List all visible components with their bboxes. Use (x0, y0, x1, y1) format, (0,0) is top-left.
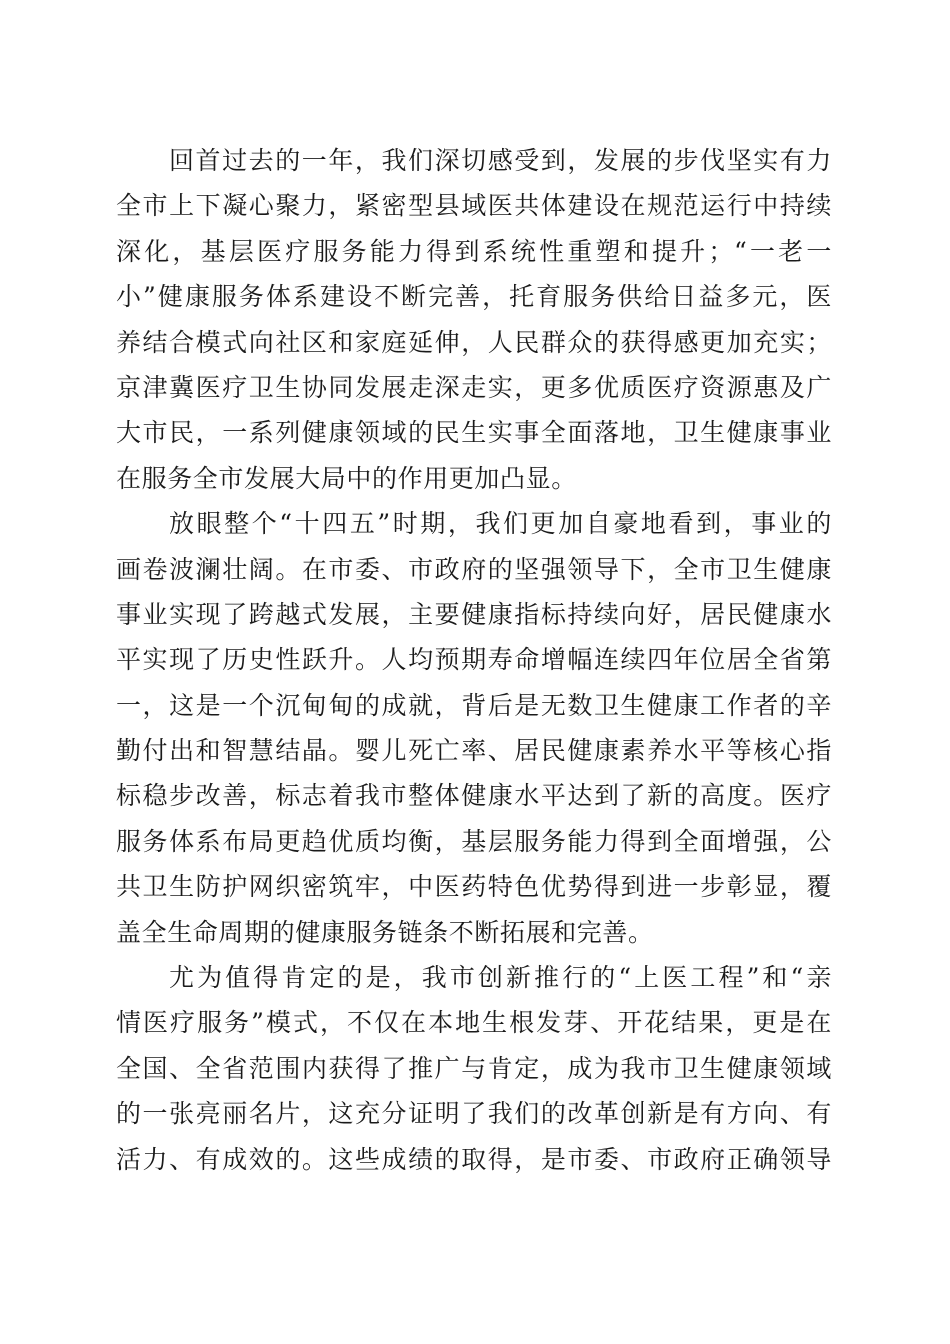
text-line: 小”健康服务体系建设不断完善，托育服务供给日益多元，医 (116, 282, 832, 312)
text-line: 京津冀医疗卫生协同发展走深走实，更多优质医疗资源惠及广 (116, 372, 832, 402)
text-line: 盖全生命周期的健康服务链条不断拓展和完善。 (116, 917, 654, 947)
paragraph-1 (116, 138, 832, 501)
text-line: 共卫生防护网织密筑牢，中医药特色优势得到进一步彰显，覆 (116, 872, 832, 902)
text-line: 勤付出和智慧结晶。婴儿死亡率、居民健康素养水平等核心指 (116, 736, 832, 766)
text-line: 画卷波澜壮阔。在市委、市政府的坚强领导下，全市卫生健康 (116, 554, 832, 584)
text-line: 回首过去的一年，我们深切感受到，发展的步伐坚实有力 (169, 146, 832, 175)
text-line: 大市民，一系列健康领域的民生实事全面落地，卫生健康事业 (116, 418, 832, 448)
text-line: 服务体系布局更趋优质均衡，基层服务能力得到全面增强，公 (116, 826, 832, 856)
text-line: 深化，基层医疗服务能力得到系统性重塑和提升；“一老一 (116, 236, 832, 266)
text-line: 的一张亮丽名片，这充分证明了我们的改革创新是有方向、有 (116, 1099, 832, 1129)
text-line: 平实现了历史性跃升。人均预期寿命增幅连续四年位居全省第 (116, 645, 832, 675)
text-line: 养结合模式向社区和家庭延伸，人民群众的获得感更加充实； (116, 327, 832, 357)
text-line: 尤为值得肯定的是，我市创新推行的“上医工程”和“亲 (169, 963, 832, 993)
text-line: 标稳步改善，标志着我市整体健康水平达到了新的高度。医疗 (116, 781, 832, 811)
text-line: 一，这是一个沉甸甸的成就，背后是无数卫生健康工作者的辛 (116, 690, 832, 720)
paragraph-3 (116, 955, 832, 1182)
document-body (116, 138, 832, 1182)
text-line: 事业实现了跨越式发展，主要健康指标持续向好，居民健康水 (116, 599, 832, 629)
text-line: 全国、全省范围内获得了推广与肯定，成为我市卫生健康领域 (116, 1053, 832, 1083)
text-line: 情医疗服务”模式，不仅在本地生根发芽、开花结果，更是在 (116, 1008, 832, 1038)
text-line: 全市上下凝心聚力，紧密型县域医共体建设在规范运行中持续 (116, 191, 832, 221)
paragraph-2 (116, 501, 832, 955)
text-line: 活力、有成效的。这些成绩的取得，是市委、市政府正确领导 (116, 1144, 832, 1174)
text-line: 放眼整个“十四五”时期，我们更加自豪地看到，事业的 (169, 509, 832, 539)
text-line: 在服务全市发展大局中的作用更加凸显。 (116, 463, 577, 493)
